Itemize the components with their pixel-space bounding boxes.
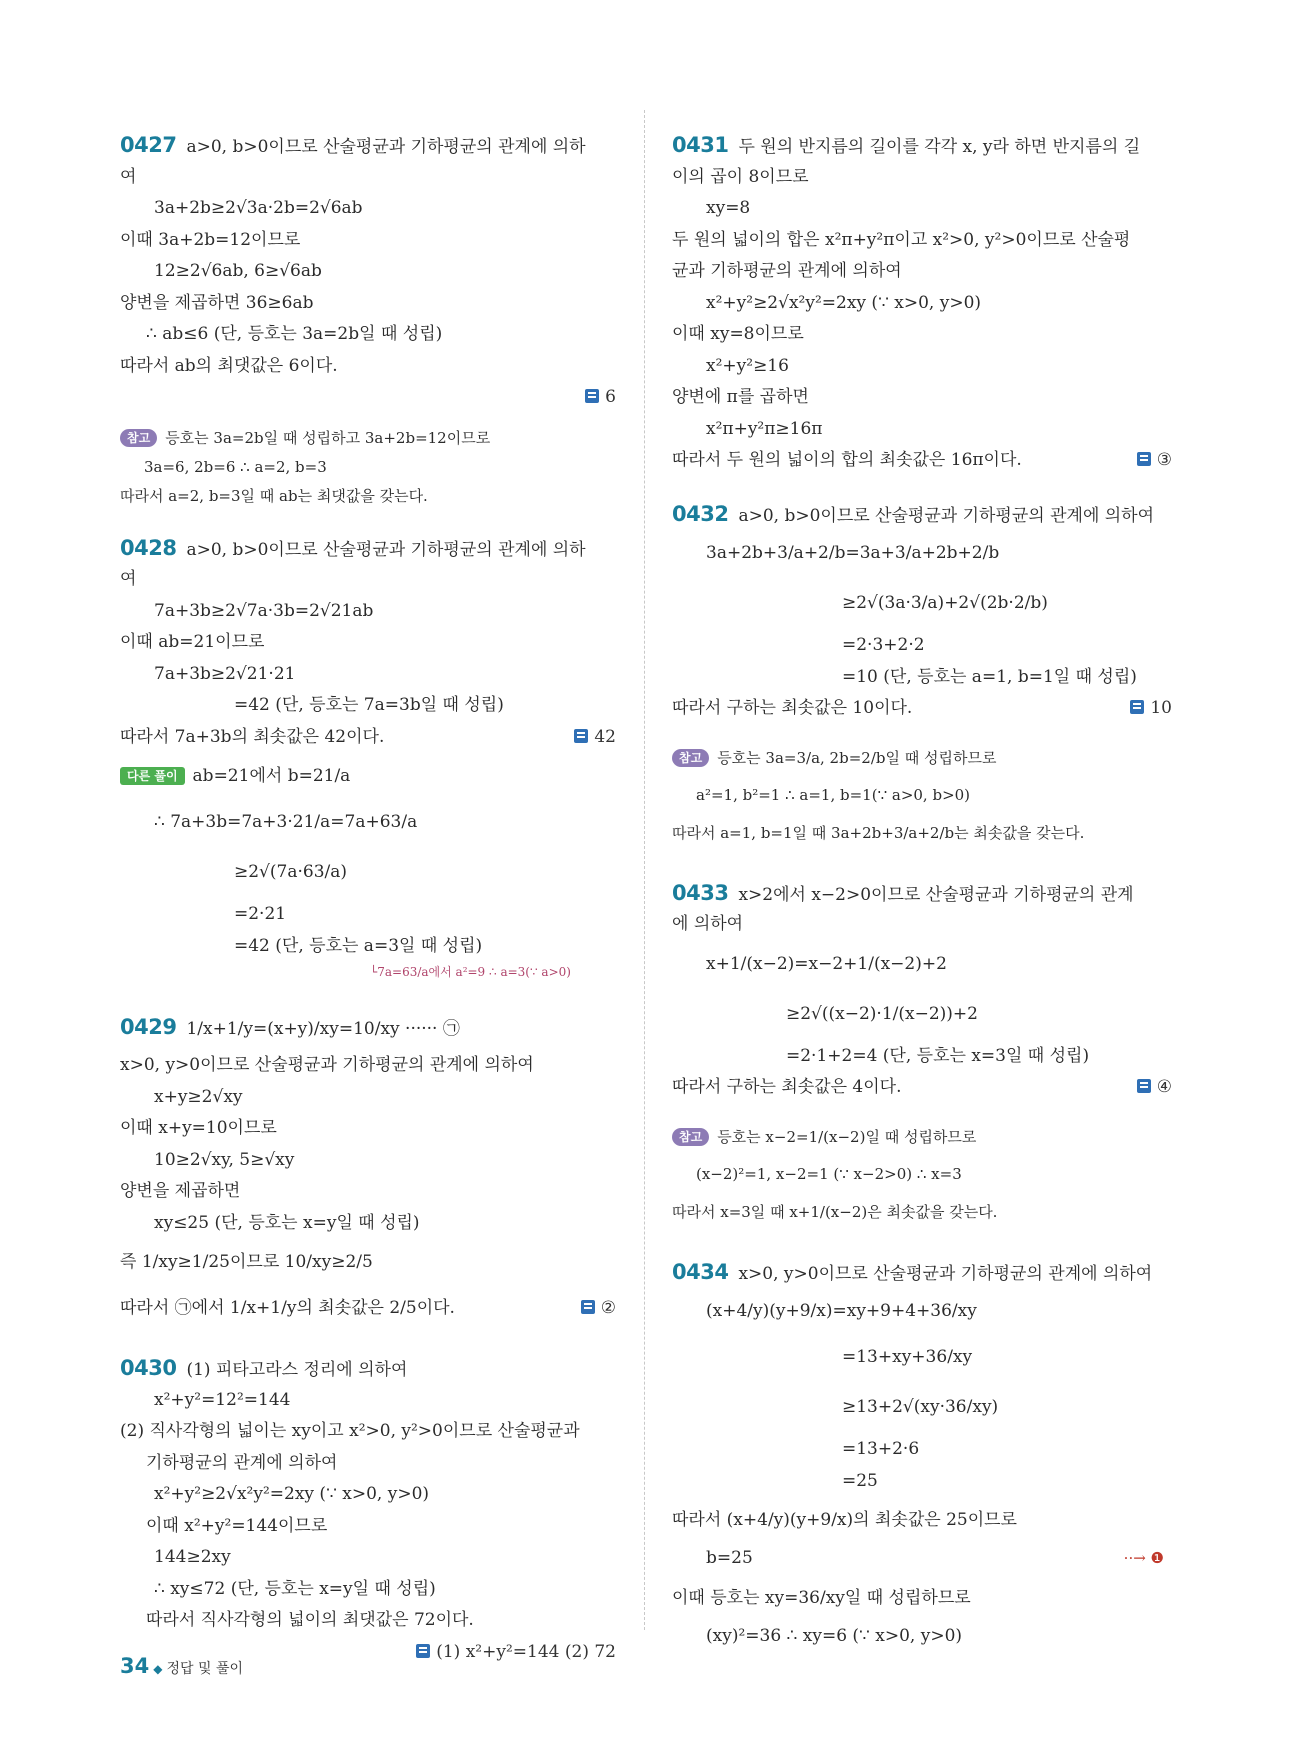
solution-line	[672, 1288, 1172, 1334]
solution-line	[672, 193, 1172, 225]
line-text: 따라서 a=1, b=1일 때 3a+2b+3/a+2/b는 최솟값을 갖는다.	[672, 823, 1085, 842]
solution-line	[120, 659, 616, 691]
problem-heading	[672, 499, 1172, 531]
line-text: 에 의하여	[672, 914, 744, 934]
solution-line	[672, 941, 1172, 987]
line-text: b=25	[706, 1548, 753, 1568]
solution-line	[672, 1543, 1172, 1575]
line-text: =2·1+2=4 (단, 등호는 x=3일 때 성립)	[786, 1045, 1090, 1066]
problem-number: 0427	[120, 133, 177, 157]
note-line	[672, 1114, 1172, 1160]
problem-number: 0430	[120, 1356, 177, 1380]
solution-line	[672, 382, 1172, 414]
line-text: 여	[120, 569, 137, 589]
line-text: ∴ ab≤6 (단, 등호는 3a=2b일 때 성립)	[146, 324, 443, 344]
solution-line	[672, 1575, 1172, 1621]
page-footer	[120, 1654, 243, 1678]
solution-line	[672, 1434, 1172, 1466]
solution-line	[672, 909, 1172, 941]
solution-line	[120, 1511, 616, 1543]
solution-line	[120, 1285, 616, 1331]
footer-label: 정답 및 풀이	[166, 1661, 243, 1677]
line-text: 이의 곱이 8이므로	[672, 166, 809, 187]
answer-value: 10	[1150, 698, 1172, 718]
line-text: 이때 ab=21이므로	[120, 632, 265, 652]
solution-line	[672, 987, 1172, 1041]
solution-line	[120, 1385, 616, 1417]
solution-line	[120, 319, 616, 351]
solution-line	[120, 1542, 616, 1574]
solution-line	[120, 1239, 616, 1285]
answer-icon	[1137, 452, 1151, 466]
line-text: (1) 피타고라스 정리에 의하여	[186, 1360, 408, 1380]
problem-number: 0433	[672, 880, 729, 905]
answer-icon	[574, 729, 588, 743]
line-text: 3a+2b+3/a+2/b=3a+3/a+2b+2/b	[706, 543, 1000, 563]
line-text: 7a+3b≥2√7a·3b=2√21ab	[154, 600, 374, 621]
problem-heading	[672, 130, 1172, 162]
page-number: 34	[120, 1654, 150, 1678]
note-tag: 참고	[120, 429, 157, 447]
problem-number: 0432	[672, 501, 729, 526]
solution-line	[120, 193, 616, 225]
answer-value: ②	[600, 1298, 616, 1318]
note-line	[120, 424, 616, 453]
note-line	[672, 1189, 1172, 1235]
solution-line	[120, 288, 616, 320]
solution-line	[672, 1621, 1172, 1653]
line-text: =10 (단, 등호는 a=1, b=1일 때 성립)	[842, 666, 1137, 687]
line-text: 등호는 3a=2b일 때 성립하고 3a+2b=12이므로	[165, 428, 491, 447]
problem-heading	[120, 130, 616, 162]
line-text: x>0, y>0이므로 산술평균과 기하평균의 관계에 의하여	[120, 1055, 534, 1075]
solution-line	[120, 1176, 616, 1208]
solution-line	[672, 414, 1172, 446]
line-text: 3a=6, 2b=6 ∴ a=2, b=3	[144, 457, 327, 476]
line-text: 따라서 x=3일 때 x+1/(x−2)은 최솟값을 갖는다.	[672, 1202, 998, 1221]
note-line	[120, 482, 616, 511]
answer-value: (1) x²+y²=144 (2) 72	[436, 1641, 616, 1662]
line-text: 10≥2√xy, 5≥√xy	[154, 1149, 295, 1170]
answer-value: ④	[1156, 1077, 1172, 1097]
solution-line	[120, 722, 616, 754]
line-text: =2·3+2·2	[842, 635, 925, 655]
line-text: a²=1, b²=1 ∴ a=1, b=1(∵ a>0, b>0)	[696, 785, 971, 804]
solution-line	[672, 225, 1172, 257]
line-text: =42 (단, 등호는 7a=3b일 때 성립)	[234, 695, 504, 715]
line-text: ≥2√((x−2)·1/(x−2))+2	[786, 1003, 978, 1024]
answer	[416, 1637, 616, 1669]
answer-value: ③	[1156, 450, 1172, 470]
line-text: ≥2√(7a·63/a)	[234, 862, 348, 882]
line-text: (x+4/y)(y+9/x)=xy+9+4+36/xy	[706, 1301, 977, 1321]
solution-line	[120, 899, 616, 931]
problem-heading	[120, 1004, 616, 1050]
line-text: 이때 x²+y²=144이므로	[146, 1515, 328, 1536]
line-text: =42 (단, 등호는 a=3일 때 성립)	[234, 935, 483, 956]
solution-line	[120, 1082, 616, 1114]
problem-heading	[672, 1257, 1172, 1289]
solution-line	[120, 1448, 616, 1480]
line-text: └7a=63/a에서 a²=9 ∴ a=3(∵ a>0)	[370, 965, 571, 979]
line-text: 따라서 7a+3b의 최솟값은 42이다.	[120, 726, 385, 747]
answer	[1130, 693, 1172, 725]
solution-line	[120, 845, 616, 899]
answer-icon	[1137, 1079, 1151, 1093]
solution-line	[120, 799, 616, 845]
solution-line	[672, 1072, 1172, 1104]
solution-line	[672, 1497, 1172, 1543]
note-line	[672, 1160, 1172, 1189]
line-text: 즉 1/xy≥1/25이므로 10/xy≥2/5	[120, 1252, 373, 1272]
solution-line	[672, 319, 1172, 351]
solution-line	[672, 530, 1172, 576]
solution-line	[120, 351, 616, 383]
solution-line	[672, 1334, 1172, 1380]
solution-line	[120, 162, 616, 194]
answer-icon	[585, 389, 599, 403]
problem-heading	[672, 878, 1172, 910]
problem-heading	[120, 1353, 616, 1385]
line-text: x+y≥2√xy	[154, 1086, 243, 1107]
line-text: (2) 직사각형의 넓이는 xy이고 x²>0, y²>0이므로 산술평균과	[120, 1421, 580, 1441]
line-text: =13+2·6	[842, 1439, 920, 1459]
solution-line	[672, 1380, 1172, 1434]
line-text: x+1/(x−2)=x−2+1/(x−2)+2	[706, 953, 947, 974]
line-text: 이때 xy=8이므로	[672, 324, 804, 344]
line-text: 이때 x+y=10이므로	[120, 1118, 277, 1138]
note-tag: 참고	[672, 749, 709, 767]
solution-line	[120, 1574, 616, 1606]
line-text: 양변을 제곱하면 36≥6ab	[120, 292, 314, 313]
answer	[1137, 1072, 1172, 1104]
solution-line	[120, 596, 616, 628]
note-tag: 다른 풀이	[120, 767, 185, 785]
line-text: (x−2)²=1, x−2=1 (∵ x−2>0) ∴ x=3	[696, 1164, 962, 1183]
solution-line	[120, 690, 616, 722]
solution-line	[672, 630, 1172, 662]
line-text: ≥13+2√(xy·36/xy)	[842, 1397, 999, 1417]
solution-line	[672, 445, 1172, 477]
line-text: 1/x+1/y=(x+y)/xy=10/xy ······ ㉠	[186, 1019, 460, 1039]
solution-line	[672, 693, 1172, 725]
line-text: ≥2√(3a·3/a)+2√(2b·2/b)	[842, 593, 1048, 613]
line-text: a>0, b>0이므로 산술평균과 기하평균의 관계에 의하	[186, 539, 586, 560]
solution-line	[120, 931, 616, 963]
line-text: 따라서 ㉠에서 1/x+1/y의 최솟값은 2/5이다.	[120, 1298, 455, 1318]
solution-line	[672, 576, 1172, 630]
line-text: 균과 기하평균의 관계에 의하여	[672, 261, 902, 281]
line-text: ∴ 7a+3b=7a+3·21/a=7a+63/a	[154, 812, 418, 832]
solution-line	[672, 256, 1172, 288]
column-divider	[644, 110, 645, 1630]
solution-line	[120, 1145, 616, 1177]
right-column	[672, 108, 1172, 1652]
annotation-line	[120, 962, 616, 982]
solution-line	[120, 1416, 616, 1448]
line-text: =2·21	[234, 904, 287, 924]
note-line	[672, 810, 1172, 856]
bullet-icon: ◆	[153, 1662, 163, 1676]
line-text: 여	[120, 166, 137, 187]
answer-line	[120, 382, 616, 414]
line-text: 따라서 (x+4/y)(y+9/x)의 최솟값은 25이므로	[672, 1510, 1017, 1530]
line-text: 따라서 a=2, b=3일 때 ab는 최댓값을 갖는다.	[120, 486, 428, 505]
solution-line	[672, 288, 1172, 320]
line-text: =13+xy+36/xy	[842, 1347, 973, 1367]
solution-line	[120, 1050, 616, 1082]
line-text: 3a+2b≥2√3a·2b=2√6ab	[154, 198, 363, 218]
solution-line	[120, 1113, 616, 1145]
line-text: 따라서 구하는 최솟값은 4이다.	[672, 1077, 902, 1097]
answer-value: 6	[605, 387, 616, 407]
line-text: 이때 등호는 xy=36/xy일 때 성립하므로	[672, 1587, 971, 1608]
note-line	[120, 453, 616, 482]
line-text: 따라서 구하는 최솟값은 10이다.	[672, 698, 913, 718]
answer	[581, 1285, 616, 1331]
line-text: 144≥2xy	[154, 1547, 231, 1567]
line-text: =25	[842, 1470, 878, 1491]
solution-line	[120, 1479, 616, 1511]
line-text: 양변을 제곱하면	[120, 1181, 241, 1201]
line-text: x²π+y²π≥16π	[706, 418, 823, 439]
problem-number: 0431	[672, 133, 729, 157]
answer-icon	[581, 1300, 595, 1314]
left-column	[120, 108, 616, 1668]
note-line	[672, 781, 1172, 810]
answer-icon	[1130, 700, 1144, 714]
solution-line	[672, 162, 1172, 194]
line-text: 두 원의 넓이의 합은 x²π+y²π이고 x²>0, y²>0이므로 산술평	[672, 229, 1131, 250]
line-text: x²+y²≥2√x²y²=2xy (∵ x>0, y>0)	[706, 292, 982, 313]
answer-icon	[416, 1644, 430, 1658]
line-text: ab=21에서 b=21/a	[192, 766, 351, 786]
solution-line	[672, 351, 1172, 383]
line-text: 따라서 두 원의 넓이의 합의 최솟값은 16π이다.	[672, 450, 1022, 470]
line-text: x>0, y>0이므로 산술평균과 기하평균의 관계에 의하여	[738, 1263, 1153, 1284]
line-text: xy≤25 (단, 등호는 x=y일 때 성립)	[154, 1212, 420, 1233]
solution-line	[120, 627, 616, 659]
solution-line	[672, 662, 1172, 694]
solution-line	[120, 256, 616, 288]
step-marker: ··→ ❶	[1123, 1549, 1164, 1567]
line-text: 이때 3a+2b=12이므로	[120, 229, 301, 250]
answer-value: 42	[594, 726, 616, 747]
solution-line	[672, 1466, 1172, 1498]
line-text: 따라서 직사각형의 넓이의 최댓값은 72이다.	[146, 1610, 474, 1630]
line-text: x²+y²≥16	[706, 355, 789, 376]
line-text: 기하평균의 관계에 의하여	[146, 1452, 338, 1473]
line-text: a>0, b>0이므로 산술평균과 기하평균의 관계에 의하여	[738, 505, 1155, 526]
line-text: x²+y²=12²=144	[154, 1389, 291, 1410]
line-text: 두 원의 반지름의 길이를 각각 x, y라 하면 반지름의 길	[738, 137, 1141, 157]
line-text: (xy)²=36 ∴ xy=6 (∵ x>0, y>0)	[706, 1625, 963, 1646]
problem-number: 0429	[120, 1015, 177, 1039]
line-text: x>2에서 x−2>0이므로 산술평균과 기하평균의 관계	[738, 884, 1134, 905]
line-text: 등호는 x−2=1/(x−2)일 때 성립하므로	[717, 1127, 977, 1146]
problem-number: 0428	[120, 535, 177, 560]
line-text: xy=8	[706, 198, 751, 218]
answer	[585, 382, 616, 414]
line-text: a>0, b>0이므로 산술평균과 기하평균의 관계에 의하	[186, 137, 586, 157]
solution-line	[120, 564, 616, 596]
problem-number: 0434	[672, 1259, 729, 1284]
solution-line	[120, 225, 616, 257]
solution-line	[672, 1041, 1172, 1073]
problem-heading	[120, 533, 616, 565]
answer	[574, 722, 616, 754]
line-text: 양변에 π를 곱하면	[672, 387, 809, 407]
line-text: 등호는 3a=3/a, 2b=2/b일 때 성립하므로	[717, 748, 997, 767]
note-line	[672, 735, 1172, 781]
line-text: 7a+3b≥2√21·21	[154, 663, 296, 684]
line-text: ∴ xy≤72 (단, 등호는 x=y일 때 성립)	[154, 1578, 436, 1599]
line-text: x²+y²≥2√x²y²=2xy (∵ x>0, y>0)	[154, 1484, 430, 1504]
line-text: 12≥2√6ab, 6≥√6ab	[154, 261, 322, 281]
solution-line	[120, 1605, 616, 1637]
line-text: 따라서 ab의 최댓값은 6이다.	[120, 355, 338, 376]
note-tag: 참고	[672, 1128, 709, 1146]
solution-line	[120, 1208, 616, 1240]
solution-line	[120, 753, 616, 799]
answer	[1137, 445, 1172, 477]
